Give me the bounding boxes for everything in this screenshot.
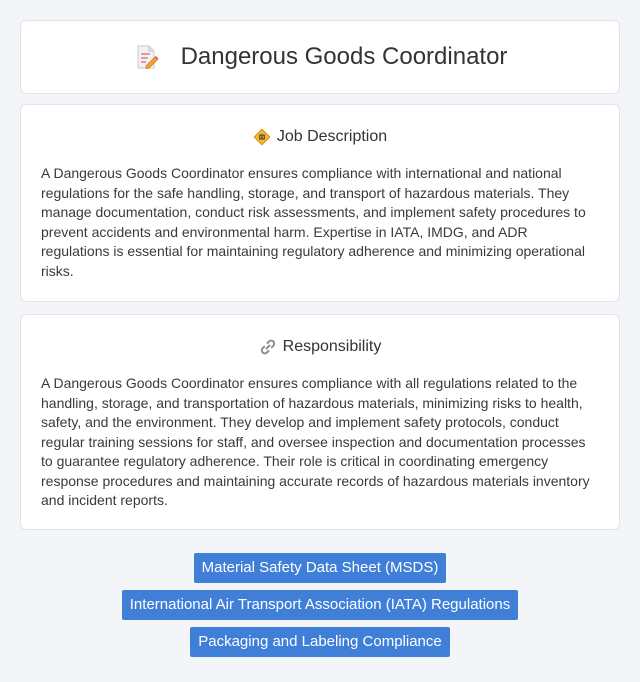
link-icon — [259, 338, 277, 356]
tag-iata-regulations[interactable]: International Air Transport Association (IATA) Regulations — [122, 590, 518, 620]
responsibility-text: A Dangerous Goods Coordinator ensures compliance with all regulations related to the handling, storage, and transportation of hazardous materials, minimizing risks to health, safety, and the environment. They develop and implement safety protocols, conduct regular training sessions for staff, and oversee inspection and documentation processes to guarantee regulatory adherence. Their role is critical in coordinating emergency response procedures and maintaining accurate records of hazardous materials inventory and incident reports. — [41, 375, 590, 508]
title-card — [20, 20, 620, 94]
responsibility-title: Responsibility — [282, 338, 382, 355]
warning-diamond-icon — [253, 128, 271, 146]
page-title: Dangerous Goods Coordinator — [180, 43, 508, 70]
job-description-heading — [21, 125, 619, 149]
document-pencil-icon — [133, 44, 159, 70]
responsibility-heading — [21, 335, 619, 359]
tag-msds[interactable]: Material Safety Data Sheet (MSDS) — [194, 553, 447, 583]
tag-packaging-labeling[interactable]: Packaging and Labeling Compliance — [190, 627, 450, 657]
job-description-card — [20, 104, 620, 302]
skill-tags — [0, 553, 640, 664]
job-description-text: A Dangerous Goods Coordinator ensures compliance with international and national regulations for the safe handling, storage, and transport of hazardous materials. They manage documentation, conduct risk assessments, and implement safety procedures to prevent accidents and environmental harm. Expertise in IATA, IMDG, and ADR regulations is essential for maintaining regulatory adherence and minimizing operational risks. — [41, 165, 586, 279]
responsibility-card — [20, 314, 620, 530]
job-description-title: Job Description — [276, 128, 388, 145]
